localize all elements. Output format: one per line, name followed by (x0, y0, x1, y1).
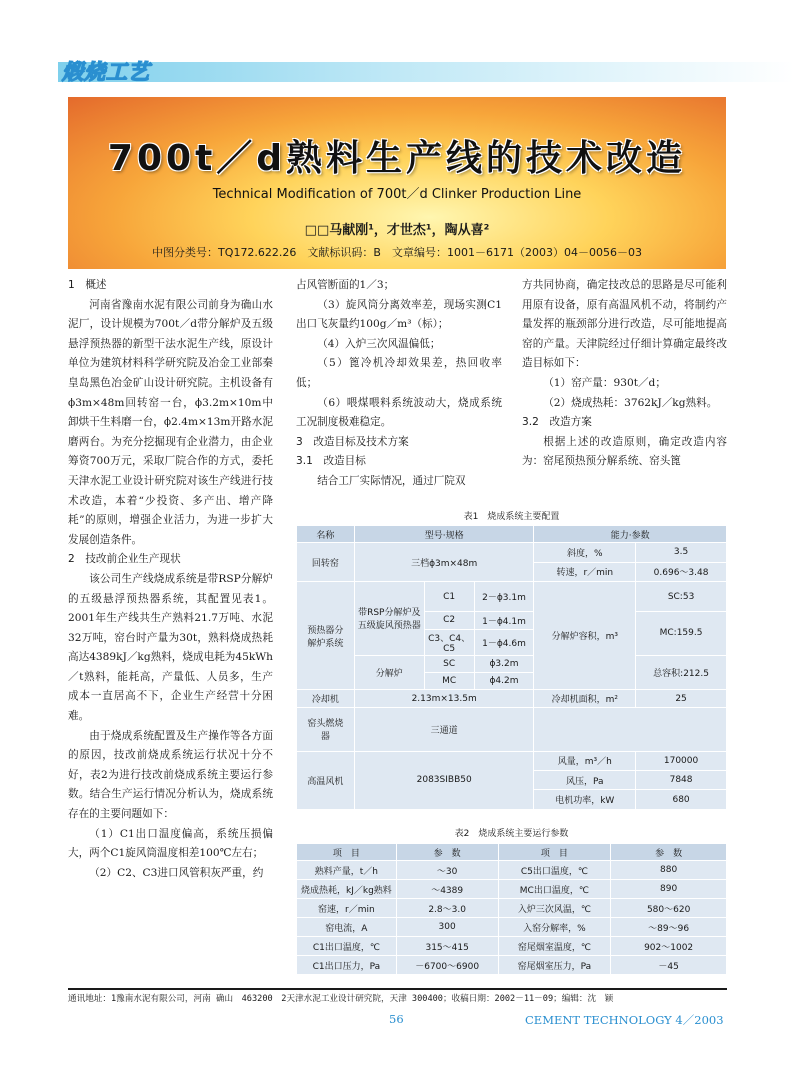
table-cell: 3.5 (636, 543, 727, 562)
list-item: （6）喂煤喂料系统波动大，烧成系统工况制度极难稳定。 (296, 396, 502, 429)
article-title: 700t／d熟料生产线的技术改造 (107, 138, 687, 179)
table-cell: ～4389 (396, 880, 498, 899)
heading-plan: 3.2 改造方案 (522, 416, 592, 429)
table1-config (296, 525, 727, 810)
table-cell: －6700～6900 (396, 956, 498, 975)
paragraph: 方共同协商，确定技改总的思路是尽可能利用原有设备，原有高温风机不动，将制约产量发挥的瓶颈部分进行改造，尽可能地提高窑的产量。天津院经过仔细计算确定最终改造目标如下： (522, 279, 727, 370)
table-cell: 1－ϕ4.6m (474, 629, 534, 655)
table-cell: 890 (611, 880, 727, 899)
table-cell: 分解炉 (354, 655, 424, 690)
table-cell: 预热器分解炉系统 (297, 582, 355, 690)
table-cell: MC:159.5 (636, 612, 727, 655)
table-cell: C3、C4、C5 (424, 629, 474, 655)
table-cell: 2.13m×13.5m (354, 690, 534, 708)
journal-name: CEMENT TECHNOLOGY 4／2003 (525, 1013, 724, 1027)
table-cell: C1出口温度，℃ (297, 937, 397, 956)
table-cell: 风压，Pa (534, 771, 636, 790)
paragraph: 根据上述的改造原则，确定改造内容为：窑尾预热预分解系统、窑头篦 (522, 435, 727, 468)
heading-status: 2 技改前企业生产现状 (68, 553, 181, 566)
table-cell: 分解炉容积，m³ (534, 582, 636, 690)
table-cell: 带RSP分解炉及五级旋风预热器 (354, 582, 424, 655)
table-cell: ϕ4.2m (474, 672, 534, 689)
table-cell: 三档ϕ3m×48m (354, 543, 534, 582)
table-cell: ～30 (396, 861, 498, 880)
table-header: 项 目 (498, 844, 611, 861)
heading-goals: 3 改造目标及技术方案 (296, 435, 409, 448)
table-cell: 冷却机面积，m² (534, 690, 636, 708)
list-item: （3）旋风筒分离效率差，现场实测C1出口飞灰量约100g／m³（标）； (296, 298, 502, 331)
table2-caption: 表2 烧成系统主要运行参数 (454, 829, 569, 839)
table-cell: 总容积:212.5 (636, 655, 727, 690)
table-cell: 680 (636, 790, 727, 810)
paragraph: 该公司生产线烧成系统是带RSP分解炉的五级悬浮预热器系统，其配置见表1。2001年生产线共生产熟料21.7万吨、水泥32万吨，窑台时产量为30t，熟料烧成热耗高达4389kJ／kg熟料，烧成电耗为45kWh／t熟料，能耗高，产量低、人员多，生产成本一直居高不下，企业生产经营十分困难。 (68, 572, 273, 723)
table-cell: 风量，m³／h (534, 751, 636, 770)
table-cell: 冷却机 (297, 690, 355, 708)
table-cell: C1出口压力，Pa (297, 956, 397, 975)
table-row (297, 956, 727, 975)
table-cell: 0.696～3.48 (636, 562, 727, 581)
table-cell: 2－ϕ3.1m (474, 582, 534, 612)
table-cell: 入炉三次风温，℃ (498, 899, 611, 918)
table-cell: 300 (396, 918, 498, 937)
body-column-3 (522, 276, 727, 472)
table-cell: 回转窑 (297, 543, 355, 582)
table-cell: 315～415 (396, 937, 498, 956)
table2-params (296, 843, 727, 975)
table-header: 参 数 (611, 844, 727, 861)
authors: □□马献刚¹，才世杰¹，陶从喜² (304, 223, 490, 238)
table-row (297, 861, 727, 880)
table-header: 能力·参数 (534, 526, 727, 543)
paragraph: 由于烧成系统配置及生产操作等各方面的原因，技改前烧成系统运行状况十分不好，表2为进行技改前烧成系统主要运行参数。结合生产运行情况分析认为，烧成系统存在的主要问题如下： (68, 729, 273, 821)
table-cell: 电机功率，kW (534, 790, 636, 810)
table-cell: 1－ϕ4.1m (474, 612, 534, 629)
page-number: 56 (389, 1012, 404, 1026)
table-cell: 三通道 (354, 708, 534, 751)
list-item: （4）入炉三次风温偏低； (317, 337, 441, 350)
footer-divider (68, 988, 727, 990)
table1-caption: 表1 烧成系统主要配置 (463, 512, 560, 522)
classification-line: 中图分类号：TQ172.622.26 文献标识码：B 文章编号：1001－6171（2003）04－0056－03 (152, 246, 642, 259)
table-cell: MC出口温度，℃ (498, 880, 611, 899)
body-column-2 (296, 276, 502, 492)
table-cell: 窑尾烟室温度，℃ (498, 937, 611, 956)
heading-overview: 1 概述 (68, 279, 107, 291)
table-cell: ～89～96 (611, 918, 727, 937)
list-item: （5）篦冷机冷却效果差，热回收率低； (296, 357, 502, 389)
table-cell: 斜度，% (534, 543, 636, 562)
table-cell: 转速，r／min (534, 562, 636, 581)
table-cell: 熟料产量，t／h (297, 861, 397, 880)
table-cell: 170000 (636, 751, 727, 770)
section-label: 煅烧工艺 (62, 60, 150, 84)
table-cell: C2 (424, 612, 474, 629)
table-cell: ϕ3.2m (474, 655, 534, 672)
table-cell: 880 (611, 861, 727, 880)
table-cell: 2083SIBB50 (354, 751, 534, 809)
table-header: 参 数 (396, 844, 498, 861)
table-cell: SC (424, 655, 474, 672)
list-item: （2）C2、C3进口风管积灰严重，约 (89, 866, 264, 879)
section-header-band (58, 62, 794, 82)
footer-note: 通讯地址：1豫南水泥有限公司，河南 确山 463200 2天津水泥工业设计研究院，天津 300400；收稿日期：2002－11－09；编辑：沈 颖 (68, 994, 614, 1004)
table-cell: 25 (636, 690, 727, 708)
table-cell: MC (424, 672, 474, 689)
table-row (297, 918, 727, 937)
table-cell: C1 (424, 582, 474, 612)
table-row (297, 899, 727, 918)
table-cell: 烧成热耗，kJ／kg熟料 (297, 880, 397, 899)
table-cell: 7848 (636, 771, 727, 790)
table-header: 名称 (297, 526, 355, 543)
table-header: 项 目 (297, 844, 397, 861)
table-cell: 高温风机 (297, 751, 355, 809)
table-cell: 窑尾烟室压力，Pa (498, 956, 611, 975)
list-item: （2）烧成热耗：3762kJ／kg熟料。 (543, 396, 718, 409)
list-item: （1）C1出口温度偏高，系统压损偏大，两个C1旋风筒温度相差100℃左右； (68, 827, 273, 860)
table-cell: 入窑分解率，% (498, 918, 611, 937)
table-cell: C5出口温度，℃ (498, 861, 611, 880)
table-cell: 窑速，r／min (297, 899, 397, 918)
article-title-english: Technical Modification of 700t／d Clinker Production Line (212, 187, 582, 202)
table-cell: 2.8～3.0 (396, 899, 498, 918)
table-row (297, 937, 727, 956)
table-cell (534, 708, 727, 751)
body-column-1 (68, 276, 273, 883)
table-row (297, 880, 727, 899)
list-item: （1）窑产量：930t／d； (543, 376, 666, 389)
table-cell: 580～620 (611, 899, 727, 918)
table-cell: 902～1002 (611, 937, 727, 956)
table-header: 型号·规格 (354, 526, 534, 543)
paragraph: 河南省豫南水泥有限公司前身为确山水泥厂，设计规模为700t／d带分解炉及五级悬浮预热器的新型干法水泥生产线，原设计单位为建筑材料科学研究院及冶金工业部秦皇岛黑色冶金矿山设计研究院。主机设备有ϕ3m×48m回转窑一台，ϕ3.2m×10m中卸烘干生料磨一台，ϕ2.4m×13m开路水泥磨两台。为充分挖掘现有企业潜力，由企业筹资700万元，采取厂院合作的方式，委托天津水泥工业设计研究院对该生产线进行技术改造，本着“少投资、多产出、增产降耗”的原则，增强企业活力，为进一步扩大发展创造条件。 (68, 298, 273, 546)
table-cell: SC:53 (636, 582, 727, 612)
table-cell: －45 (611, 956, 727, 975)
table-cell: 窑头燃烧器 (297, 708, 355, 751)
table-cell: 窑电流，A (297, 918, 397, 937)
heading-goal-sub: 3.1 改造目标 (296, 455, 366, 468)
paragraph: 结合工厂实际情况，通过厂院双 (317, 474, 466, 487)
paragraph: 占风管断面的1／3； (296, 279, 395, 291)
